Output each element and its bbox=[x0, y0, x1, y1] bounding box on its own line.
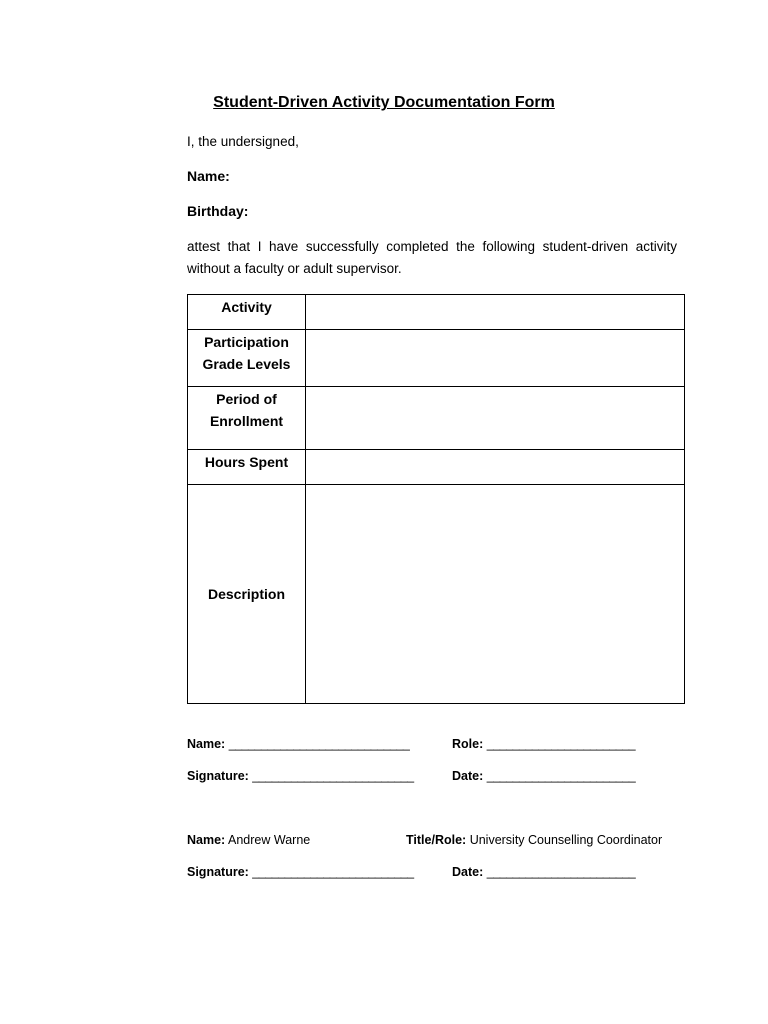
signoff1-date-blank[interactable]: _______________________ bbox=[486, 769, 636, 783]
signoff2-signature-label: Signature: bbox=[187, 865, 249, 879]
description-field[interactable] bbox=[306, 485, 685, 704]
participation-field[interactable] bbox=[306, 330, 685, 387]
activity-field[interactable] bbox=[306, 295, 685, 330]
hours-label: Hours Spent bbox=[188, 450, 306, 485]
signoff1-name-blank[interactable]: ____________________________ bbox=[228, 737, 410, 751]
signoff1-date bbox=[452, 769, 635, 783]
signoff1-signature-blank[interactable]: _________________________ bbox=[252, 769, 414, 783]
activity-label: Activity bbox=[188, 295, 306, 330]
table-row bbox=[188, 295, 685, 330]
signoff1-date-label: Date: bbox=[452, 769, 484, 783]
signoff2-name-label: Name: bbox=[187, 833, 226, 847]
signoff1-role-label: Role: bbox=[452, 737, 484, 751]
signoff2-name bbox=[187, 833, 310, 847]
hours-field[interactable] bbox=[306, 450, 685, 485]
period-label: Period of Enrollment bbox=[188, 387, 306, 450]
signoff2-name-value: Andrew Warne bbox=[228, 833, 311, 847]
participation-label: Participation Grade Levels bbox=[188, 330, 306, 387]
signoff2-date-blank[interactable]: _______________________ bbox=[486, 865, 636, 879]
activity-table bbox=[187, 294, 685, 704]
birthday-label: Birthday: bbox=[187, 203, 249, 219]
period-field[interactable] bbox=[306, 387, 685, 450]
signoff1-name-label: Name: bbox=[187, 737, 226, 751]
signoff1-role-blank[interactable]: _______________________ bbox=[486, 737, 636, 751]
signoff2-date bbox=[452, 865, 635, 879]
signoff2-title-value: University Counselling Coordinator bbox=[469, 833, 663, 847]
intro-text: I, the undersigned, bbox=[187, 134, 299, 149]
signoff2-signature bbox=[187, 865, 414, 879]
signoff1-name bbox=[187, 737, 409, 751]
description-label: Description bbox=[188, 485, 306, 704]
table-row bbox=[188, 387, 685, 450]
signoff1-role bbox=[452, 737, 635, 751]
signoff2-date-label: Date: bbox=[452, 865, 484, 879]
table-row bbox=[188, 450, 685, 485]
signoff1-signature-label: Signature: bbox=[187, 769, 249, 783]
attestation-text: attest that I have successfully completed the following student-driven activity without a faculty or adult supervisor. bbox=[187, 239, 677, 276]
name-label: Name: bbox=[187, 168, 230, 184]
signoff2-title bbox=[406, 833, 662, 847]
signoff2-signature-blank[interactable]: _________________________ bbox=[252, 865, 414, 879]
signoff2-title-label: Title/Role: bbox=[406, 833, 467, 847]
table-row bbox=[188, 485, 685, 704]
table-row bbox=[188, 330, 685, 387]
form-title: Student-Driven Activity Documentation Form bbox=[213, 94, 555, 111]
signoff1-signature bbox=[187, 769, 414, 783]
